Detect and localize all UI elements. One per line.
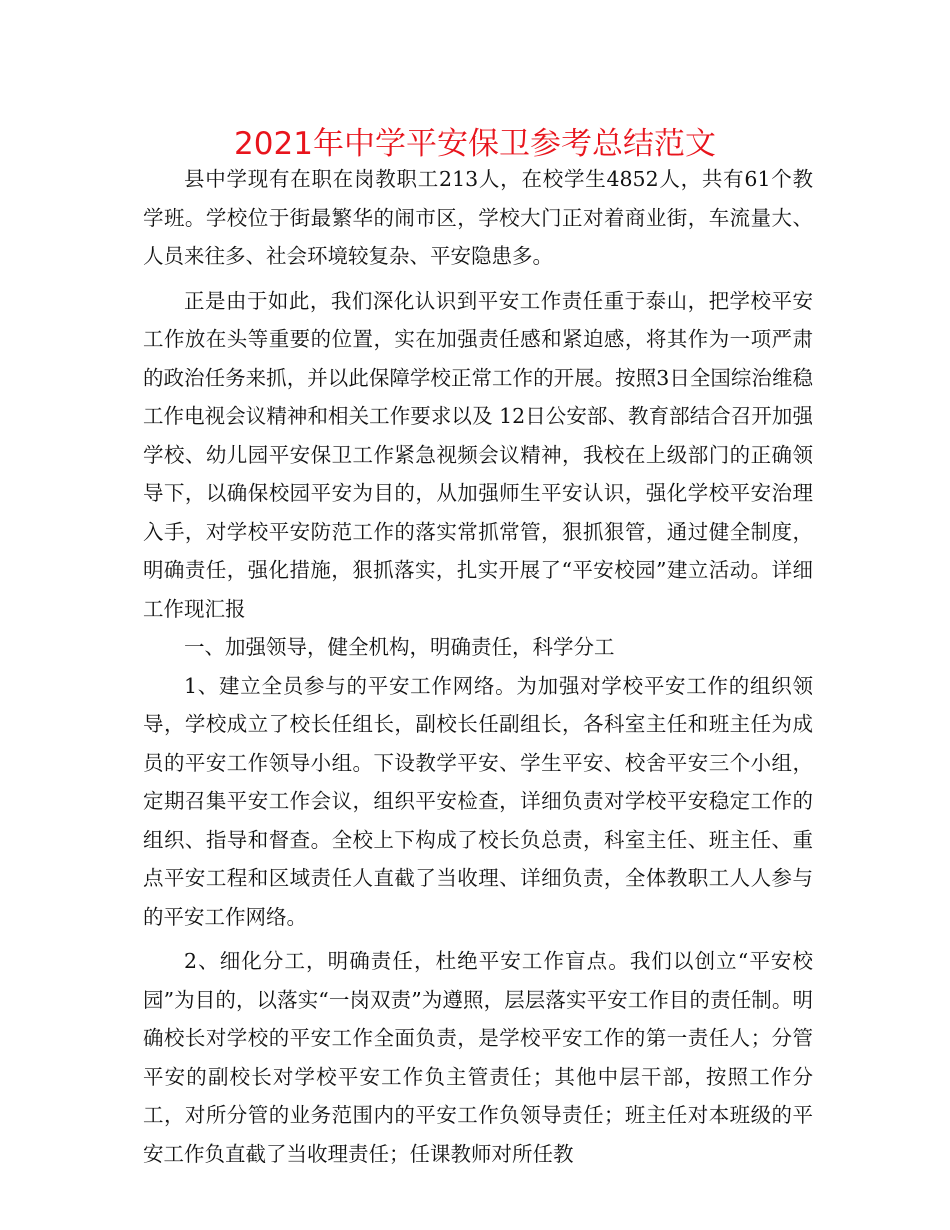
document-body: [143, 160, 813, 1173]
paragraph-background: 正是由于如此，我们深化认识到平安工作责任重于泰山，把学校平安工作放在头等重要的位置，实在加强责任感和紧迫感，将其作为一项严肃的政治任务来抓，并以此保障学校正常工作的开展。按照3日全国综治维稳工作电视会议精神和相关工作要求以及 12日公安部、教育部结合召开加强学校、幼儿园平安保卫工作紧急视频会议精神，我校在上级部门的正确领导下，以确保校园平安为目的，从加强师生平安认识，强化学校平安治理入手，对学校平安防范工作的落实常抓常管，狠抓狠管，通过健全制度，明确责任，强化措施，狠抓落实，扎实开展了“平安校园”建立活动。详细工作现汇报: [143, 288, 813, 621]
paragraph-item-1: 1、建立全员参与的平安工作网络。为加强对学校平安工作的组织领导，学校成立了校长任组长，副校长任副组长，各科室主任和班主任为成员的平安工作领导小组。下设教学平安、学生平安、校舍平安三个小组，定期召集平安工作会议，组织平安检查，详细负责对学校平安稳定工作的组织、指导和督查。全校上下构成了校长负总责，科室主任、班主任、重点平安工程和区域责任人直截了当收理、详细负责，全体教职工人人参与的平安工作网络。: [143, 673, 813, 929]
document-title: 2021年中学平安保卫参考总结范文: [234, 126, 716, 162]
paragraph-intro: 县中学现有在职在岗教职工213人，在校学生4852人，共有61个教学班。学校位于街最繁华的闹市区，学校大门正对着商业街，车流量大、人员来往多、社会环境较复杂、平安隐患多。: [143, 167, 813, 268]
section-heading-1: 一、加强领导，健全机构，明确责任，科学分工: [184, 635, 615, 659]
paragraph-item-2: 2、细化分工，明确责任，杜绝平安工作盲点。我们以创立“平安校园”为目的，以落实“一岗双责”为遵照，层层落实平安工作目的责任制。明确校长对学校的平安工作全面负责，是学校平安工作的第一责任人；分管平安的副校长对学校平安工作负主管责任；其他中层干部，按照工作分工，对所分管的业务范围内的平安工作负领导责任；班主任对本班级的平安工作负直截了当收理责任；任课教师对所任教: [143, 949, 813, 1166]
